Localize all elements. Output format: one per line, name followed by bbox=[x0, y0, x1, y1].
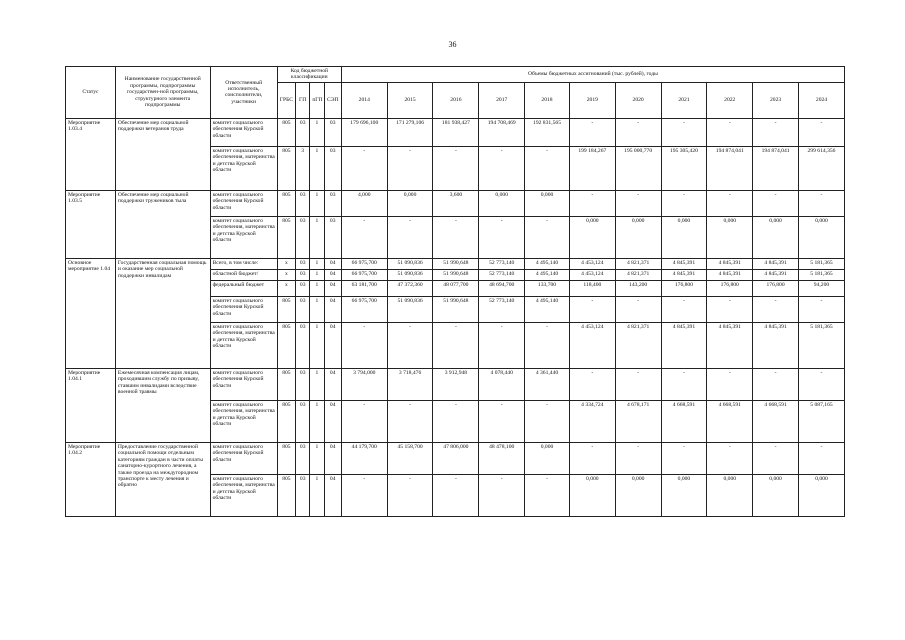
row-value: 4 845,391 bbox=[661, 269, 707, 280]
row-value: 181 938,427 bbox=[433, 118, 479, 146]
row-code: 03 bbox=[296, 269, 310, 280]
row-value: - bbox=[525, 322, 570, 368]
row-code: 1 bbox=[310, 322, 324, 368]
row-value: - bbox=[569, 442, 615, 474]
row-value: - bbox=[798, 296, 844, 322]
row-responsible: комитет социального обеспечения Курской области bbox=[210, 442, 277, 474]
table-row bbox=[66, 258, 845, 269]
row-value: 4 845,391 bbox=[661, 258, 707, 269]
row-value: - bbox=[707, 118, 753, 146]
row-value: 3 718,476 bbox=[387, 368, 433, 400]
row-value: 52 773,140 bbox=[479, 269, 525, 280]
row-responsible: комитет социального обеспечения Курской области bbox=[210, 190, 277, 216]
row-responsible: Всего, в том числе: bbox=[210, 258, 277, 269]
row-responsible: комитет социального обеспечения, материнства и детства Курской области bbox=[210, 146, 277, 190]
row-value: 194 874,041 bbox=[753, 146, 799, 190]
row-code: 1 bbox=[310, 474, 324, 516]
row-code: 03 bbox=[296, 258, 310, 269]
row-name: Обеспечение мер социальной поддержки ветеранов труда bbox=[115, 118, 210, 190]
header-year-2022: 2022 bbox=[707, 82, 753, 118]
row-code: 04 bbox=[324, 400, 341, 442]
row-status: Мероприятие 1.03.4 bbox=[66, 118, 116, 190]
row-value: - bbox=[341, 400, 387, 442]
row-value: - bbox=[387, 146, 433, 190]
row-code: 1 bbox=[310, 442, 324, 474]
row-code: 04 bbox=[324, 442, 341, 474]
row-value: 4 845,391 bbox=[753, 269, 799, 280]
row-value: 4 495,140 bbox=[525, 296, 570, 322]
row-responsible: областной бюджет/ bbox=[210, 269, 277, 280]
row-value: 0,000 bbox=[661, 216, 707, 258]
row-value: 94,200 bbox=[798, 280, 844, 296]
row-code: 1 bbox=[310, 400, 324, 442]
row-value: 0,000 bbox=[615, 216, 661, 258]
header-year-2020: 2020 bbox=[615, 82, 661, 118]
header-code-3: СЭП bbox=[324, 82, 341, 118]
row-code: 805 bbox=[277, 442, 295, 474]
row-responsible: федеральный бюджет bbox=[210, 280, 277, 296]
row-code: 1 bbox=[310, 368, 324, 400]
row-value: 0,000 bbox=[707, 216, 753, 258]
row-value: 133,700 bbox=[525, 280, 570, 296]
row-value: - bbox=[387, 400, 433, 442]
table-row bbox=[66, 190, 845, 216]
header-status: Статус bbox=[66, 67, 116, 119]
row-value: 0,000 bbox=[387, 190, 433, 216]
row-code: 04 bbox=[324, 258, 341, 269]
row-value: - bbox=[707, 296, 753, 322]
row-value: - bbox=[661, 118, 707, 146]
row-code: 03 bbox=[296, 322, 310, 368]
row-code: x bbox=[277, 258, 295, 269]
table-row bbox=[66, 442, 845, 474]
row-value: 51 090,836 bbox=[387, 269, 433, 280]
row-responsible: комитет социального обеспечения Курской области bbox=[210, 118, 277, 146]
row-value: - bbox=[341, 474, 387, 516]
row-name: Ежемесячная компенсация лицам, проходившим службу по призыву, ставшим инвалидами вследствие военной травмы bbox=[115, 368, 210, 442]
row-value: 5 181,365 bbox=[798, 322, 844, 368]
row-code: 04 bbox=[324, 280, 341, 296]
row-value: - bbox=[433, 146, 479, 190]
row-value: - bbox=[707, 190, 753, 216]
row-value: 0,000 bbox=[798, 216, 844, 258]
row-value: 4 078,440 bbox=[479, 368, 525, 400]
row-value: - bbox=[341, 146, 387, 190]
row-value: - bbox=[525, 146, 570, 190]
row-value: - bbox=[433, 216, 479, 258]
row-value: - bbox=[569, 368, 615, 400]
row-code: x bbox=[277, 269, 295, 280]
header-year-2016: 2016 bbox=[433, 82, 479, 118]
row-value: - bbox=[615, 296, 661, 322]
row-value: - bbox=[753, 190, 799, 216]
row-value: 0,000 bbox=[661, 474, 707, 516]
header-code-1: ГП bbox=[296, 82, 310, 118]
row-value: - bbox=[569, 190, 615, 216]
row-code: 805 bbox=[277, 296, 295, 322]
row-value: 47 806,000 bbox=[433, 442, 479, 474]
row-value: 5 181,365 bbox=[798, 269, 844, 280]
row-value: 4 845,391 bbox=[707, 322, 753, 368]
row-code: 1 bbox=[310, 269, 324, 280]
row-value: 3 912,948 bbox=[433, 368, 479, 400]
row-value: 4 453,124 bbox=[569, 258, 615, 269]
row-value: 48 077,700 bbox=[433, 280, 479, 296]
row-value: 0,000 bbox=[479, 190, 525, 216]
row-value: 51 990,648 bbox=[433, 258, 479, 269]
row-responsible: комитет социального обеспечения, материнства и детства Курской области bbox=[210, 400, 277, 442]
row-value: - bbox=[661, 368, 707, 400]
row-value: - bbox=[707, 368, 753, 400]
header-year-2014: 2014 bbox=[341, 82, 387, 118]
row-responsible: комитет социального обеспечения, материнства и детства Курской области bbox=[210, 474, 277, 516]
row-name: Обеспечение мер социальной поддержки тружеников тыла bbox=[115, 190, 210, 258]
row-code: 03 bbox=[296, 400, 310, 442]
row-code: 805 bbox=[277, 368, 295, 400]
row-value: 4 821,371 bbox=[615, 269, 661, 280]
header-code-2: пГП bbox=[310, 82, 324, 118]
row-value: - bbox=[798, 118, 844, 146]
row-code: 1 bbox=[310, 146, 324, 190]
row-value: 195 305,420 bbox=[661, 146, 707, 190]
row-value: - bbox=[525, 400, 570, 442]
row-value: 194 708,469 bbox=[479, 118, 525, 146]
row-code: 805 bbox=[277, 118, 295, 146]
row-value: 4 845,391 bbox=[753, 258, 799, 269]
row-code: 805 bbox=[277, 146, 295, 190]
row-value: 47 372,360 bbox=[387, 280, 433, 296]
row-code: 03 bbox=[296, 190, 310, 216]
row-value: 176,800 bbox=[753, 280, 799, 296]
row-value: 48 694,700 bbox=[479, 280, 525, 296]
row-value: 4 668,591 bbox=[661, 400, 707, 442]
row-value: 4 361,440 bbox=[525, 368, 570, 400]
row-value: 4 845,391 bbox=[753, 322, 799, 368]
row-code: 03 bbox=[296, 442, 310, 474]
row-value: 66 975,700 bbox=[341, 269, 387, 280]
table-row bbox=[66, 118, 845, 146]
header-code-group: Код бюджетной классификации bbox=[277, 67, 341, 83]
row-code: 3 bbox=[296, 146, 310, 190]
row-responsible: комитет социального обеспечения Курской области bbox=[210, 368, 277, 400]
row-code: 1 bbox=[310, 258, 324, 269]
row-value: - bbox=[479, 216, 525, 258]
row-value: 51 090,836 bbox=[387, 296, 433, 322]
row-value: 171 279,106 bbox=[387, 118, 433, 146]
row-value: 4 845,391 bbox=[707, 269, 753, 280]
row-value: 0,000 bbox=[707, 474, 753, 516]
row-value: 4 678,171 bbox=[615, 400, 661, 442]
header-year-2021: 2021 bbox=[661, 82, 707, 118]
page-number: 36 bbox=[448, 40, 457, 49]
row-responsible: комитет социального обеспечения Курской области bbox=[210, 296, 277, 322]
row-responsible: комитет социального обеспечения, материнства и детства Курской области bbox=[210, 216, 277, 258]
row-value: 4 453,124 bbox=[569, 269, 615, 280]
header-year-2015: 2015 bbox=[387, 82, 433, 118]
row-value: 66 975,700 bbox=[341, 258, 387, 269]
row-value: - bbox=[479, 400, 525, 442]
row-code: 03 bbox=[324, 190, 341, 216]
header-name: Наименование государственной программы, подпрограммы государствен-ной программы, структурного элемента подпрограммы bbox=[115, 67, 210, 119]
row-value: 179 696,100 bbox=[341, 118, 387, 146]
row-code: 03 bbox=[324, 118, 341, 146]
row-code: 805 bbox=[277, 322, 295, 368]
row-code: 04 bbox=[324, 269, 341, 280]
row-value: - bbox=[798, 190, 844, 216]
row-value: 4 821,371 bbox=[615, 258, 661, 269]
row-value: - bbox=[479, 474, 525, 516]
row-code: 1 bbox=[310, 216, 324, 258]
row-value: - bbox=[341, 216, 387, 258]
header-code-0: ГРБС bbox=[277, 82, 295, 118]
row-value: 45 158,700 bbox=[387, 442, 433, 474]
header-year-2018: 2018 bbox=[525, 82, 570, 118]
row-value: 5 087,165 bbox=[798, 400, 844, 442]
row-value: 176,800 bbox=[661, 280, 707, 296]
row-value: 194 874,041 bbox=[707, 146, 753, 190]
row-value: - bbox=[387, 322, 433, 368]
row-code: 03 bbox=[296, 280, 310, 296]
budget-table bbox=[65, 66, 845, 517]
table-row bbox=[66, 368, 845, 400]
row-code: 03 bbox=[296, 368, 310, 400]
row-value: 192 831,565 bbox=[525, 118, 570, 146]
row-code: 03 bbox=[296, 118, 310, 146]
row-value: - bbox=[387, 216, 433, 258]
row-status: Мероприятие 1.04.1 bbox=[66, 368, 116, 442]
row-value: 195 000,770 bbox=[615, 146, 661, 190]
row-value: - bbox=[433, 400, 479, 442]
row-code: 1 bbox=[310, 190, 324, 216]
row-value: - bbox=[615, 442, 661, 474]
row-code: x bbox=[277, 280, 295, 296]
row-value: - bbox=[433, 322, 479, 368]
row-name: Предоставление государственной социальной помощи отдельным категориям граждан в части оплаты санаторно-курортного лечения, а также проезда на междугородном транспорте к месту лечения и обратно bbox=[115, 442, 210, 516]
header-volumes: Объемы бюджетных ассигнований (тыс. рублей), годы bbox=[341, 67, 844, 83]
row-value: - bbox=[387, 474, 433, 516]
row-code: 04 bbox=[324, 368, 341, 400]
row-value: 3,600 bbox=[433, 190, 479, 216]
row-value: 4 495,140 bbox=[525, 269, 570, 280]
header-year-2017: 2017 bbox=[479, 82, 525, 118]
row-value: 0,000 bbox=[525, 442, 570, 474]
row-value: - bbox=[569, 118, 615, 146]
row-name: Государственная социальная помощь и оказание мер социальной поддержки инвалидам bbox=[115, 258, 210, 368]
row-value: 5 181,365 bbox=[798, 258, 844, 269]
row-status: Основное мероприятие 1.04 bbox=[66, 258, 116, 368]
row-code: 03 bbox=[324, 216, 341, 258]
row-value: - bbox=[525, 474, 570, 516]
header-responsible: Ответственный исполнитель, соисполнители, участники bbox=[210, 67, 277, 119]
row-value: 0,000 bbox=[798, 474, 844, 516]
row-value: - bbox=[615, 118, 661, 146]
row-value: 0,000 bbox=[525, 190, 570, 216]
row-value: 4 453,124 bbox=[569, 322, 615, 368]
row-value: - bbox=[661, 296, 707, 322]
row-value: 0,000 bbox=[569, 216, 615, 258]
row-value: 66 975,700 bbox=[341, 296, 387, 322]
row-value: 51 990,648 bbox=[433, 296, 479, 322]
header-year-2023: 2023 bbox=[753, 82, 799, 118]
row-code: 1 bbox=[310, 296, 324, 322]
row-value: 4 845,391 bbox=[707, 258, 753, 269]
row-code: 805 bbox=[277, 190, 295, 216]
row-value: - bbox=[341, 322, 387, 368]
row-value: 4 668,591 bbox=[707, 400, 753, 442]
row-value: - bbox=[479, 322, 525, 368]
row-value: 0,000 bbox=[569, 474, 615, 516]
row-value: 4 845,391 bbox=[661, 322, 707, 368]
row-value: 299 614,356 bbox=[798, 146, 844, 190]
row-value: 3 794,000 bbox=[341, 368, 387, 400]
row-value: - bbox=[753, 368, 799, 400]
row-value: - bbox=[569, 296, 615, 322]
row-value: 4 495,140 bbox=[525, 258, 570, 269]
row-value: 4 821,371 bbox=[615, 322, 661, 368]
row-value: - bbox=[615, 190, 661, 216]
row-value: - bbox=[479, 146, 525, 190]
row-value: - bbox=[661, 190, 707, 216]
row-status: Мероприятие 1.03.5 bbox=[66, 190, 116, 258]
row-value: - bbox=[433, 474, 479, 516]
row-code: 03 bbox=[324, 146, 341, 190]
row-code: 04 bbox=[324, 296, 341, 322]
row-code: 03 bbox=[296, 474, 310, 516]
header-year-2019: 2019 bbox=[569, 82, 615, 118]
row-code: 1 bbox=[310, 118, 324, 146]
row-value: - bbox=[615, 368, 661, 400]
row-value: 52 773,140 bbox=[479, 296, 525, 322]
row-value: 44 179,700 bbox=[341, 442, 387, 474]
row-value: - bbox=[707, 442, 753, 474]
row-value: 63 181,700 bbox=[341, 280, 387, 296]
row-value: - bbox=[753, 442, 799, 474]
row-code: 1 bbox=[310, 280, 324, 296]
row-value: - bbox=[798, 442, 844, 474]
row-value: 4,000 bbox=[341, 190, 387, 216]
row-code: 805 bbox=[277, 400, 295, 442]
row-value: - bbox=[753, 296, 799, 322]
row-value: - bbox=[525, 216, 570, 258]
row-responsible: комитет социального обеспечения, материнства и детства Курской области bbox=[210, 322, 277, 368]
header-year-2024: 2024 bbox=[798, 82, 844, 118]
row-value: 199 184,267 bbox=[569, 146, 615, 190]
row-value: 4 668,591 bbox=[753, 400, 799, 442]
row-value: 143,200 bbox=[615, 280, 661, 296]
row-value: 4 334,724 bbox=[569, 400, 615, 442]
row-code: 03 bbox=[296, 296, 310, 322]
row-code: 805 bbox=[277, 216, 295, 258]
row-value: 51 090,836 bbox=[387, 258, 433, 269]
row-code: 04 bbox=[324, 474, 341, 516]
row-value: 176,800 bbox=[707, 280, 753, 296]
row-code: 03 bbox=[296, 216, 310, 258]
row-value: 48 478,100 bbox=[479, 442, 525, 474]
row-value: 118,400 bbox=[569, 280, 615, 296]
row-value: - bbox=[661, 442, 707, 474]
row-code: 805 bbox=[277, 474, 295, 516]
row-value: 51 990,648 bbox=[433, 269, 479, 280]
row-value: 0,000 bbox=[615, 474, 661, 516]
row-code: 04 bbox=[324, 322, 341, 368]
row-value: - bbox=[753, 118, 799, 146]
row-value: 0,000 bbox=[753, 474, 799, 516]
row-value: 0,000 bbox=[753, 216, 799, 258]
row-status: Мероприятие 1.04.2 bbox=[66, 442, 116, 516]
row-value: - bbox=[798, 368, 844, 400]
row-value: 52 773,140 bbox=[479, 258, 525, 269]
